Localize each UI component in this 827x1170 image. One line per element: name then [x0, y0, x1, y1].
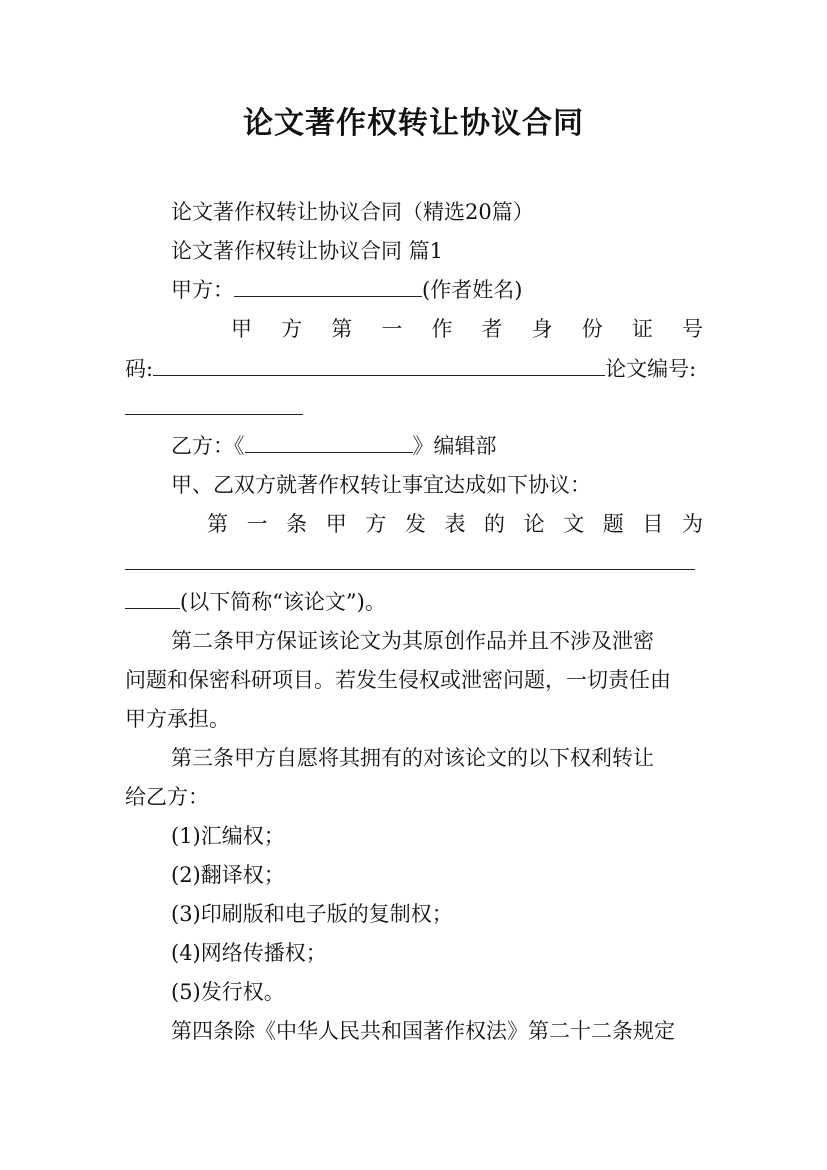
id-blank — [153, 355, 605, 376]
id-line-char: 一 — [381, 317, 403, 341]
id-line-char: 方 — [281, 317, 303, 341]
id-label: 码: — [125, 357, 154, 381]
party-b-line — [171, 432, 703, 460]
id-number-continued — [125, 355, 703, 383]
paper-no-blank — [125, 394, 303, 415]
article-1-char: 题 — [602, 512, 624, 536]
party-a-suffix: (作者姓名) — [422, 278, 523, 302]
id-line-char: 份 — [581, 317, 603, 341]
article-2-line-3: 甲方承担。 — [125, 707, 230, 731]
article-2-line-1: 第二条甲方保证该论文为其原创作品并且不涉及泄密 — [171, 629, 654, 653]
party-b-prefix: 乙方：《 — [171, 434, 245, 458]
party-b-suffix: 》编辑部 — [412, 434, 497, 458]
id-number-line — [231, 315, 703, 343]
article-4-line-1: 第四条除《中华人民共和国著作权法》第二十二条规定 — [171, 1019, 675, 1043]
right-item-5: (5)发行权。 — [171, 980, 285, 1004]
article-1-char: 为 — [681, 512, 703, 536]
paper-no-line — [125, 394, 703, 422]
article-1-char: 一 — [246, 512, 268, 536]
article-1-blank-line — [125, 549, 703, 577]
article-1-char: 目 — [642, 512, 664, 536]
article-1-char: 表 — [444, 512, 466, 536]
intro-line: 甲、乙双方就著作权转让事宜达成如下协议： — [171, 473, 591, 497]
article-1-tail-line — [125, 588, 703, 616]
article-1-char: 方 — [365, 512, 387, 536]
right-item-2: (2)翻译权； — [171, 863, 285, 887]
article-1-char: 论 — [523, 512, 545, 536]
section-heading: 论文著作权转让协议合同 篇1 — [171, 239, 444, 263]
party-a-line — [171, 276, 703, 304]
article-1-char: 第 — [207, 512, 228, 536]
article-1-char: 的 — [484, 512, 506, 536]
article-3-line-2: 给乙方： — [125, 785, 209, 809]
right-item-1: (1)汇编权； — [171, 824, 285, 848]
id-line-char: 第 — [331, 317, 353, 341]
subtitle: 论文著作权转让协议合同（精选20篇） — [171, 200, 534, 224]
id-line-char: 者 — [481, 317, 503, 341]
paper-no-label: 论文编号: — [605, 357, 697, 381]
article-1-line — [207, 510, 703, 538]
right-item-4: (4)网络传播权； — [171, 941, 327, 965]
id-line-char: 作 — [431, 317, 453, 341]
id-line-char: 证 — [631, 317, 653, 341]
article-1-tail: (以下简称“该论文”)。 — [180, 590, 386, 614]
article-3-line-1: 第三条甲方自愿将其拥有的对该论文的以下权利转让 — [171, 746, 654, 770]
article-1-char: 发 — [404, 512, 426, 536]
id-line-char: 甲 — [231, 317, 252, 341]
party-a-blank — [234, 276, 422, 297]
party-b-blank — [245, 432, 413, 453]
article-1-short-blank — [125, 588, 180, 609]
article-2-line-2: 问题和保密科研项目。若发生侵权或泄密问题，一切责任由 — [125, 668, 671, 692]
right-item-3: (3)印刷版和电子版的复制权； — [171, 902, 453, 926]
article-1-char: 文 — [563, 512, 585, 536]
article-1-char: 条 — [286, 512, 308, 536]
document-title: 论文著作权转让协议合同 — [243, 106, 584, 141]
party-a-label: 甲方： — [171, 278, 234, 302]
id-line-char: 身 — [531, 317, 553, 341]
article-1-title-blank — [125, 549, 695, 570]
id-line-char: 号 — [681, 317, 703, 341]
article-1-char: 甲 — [325, 512, 347, 536]
